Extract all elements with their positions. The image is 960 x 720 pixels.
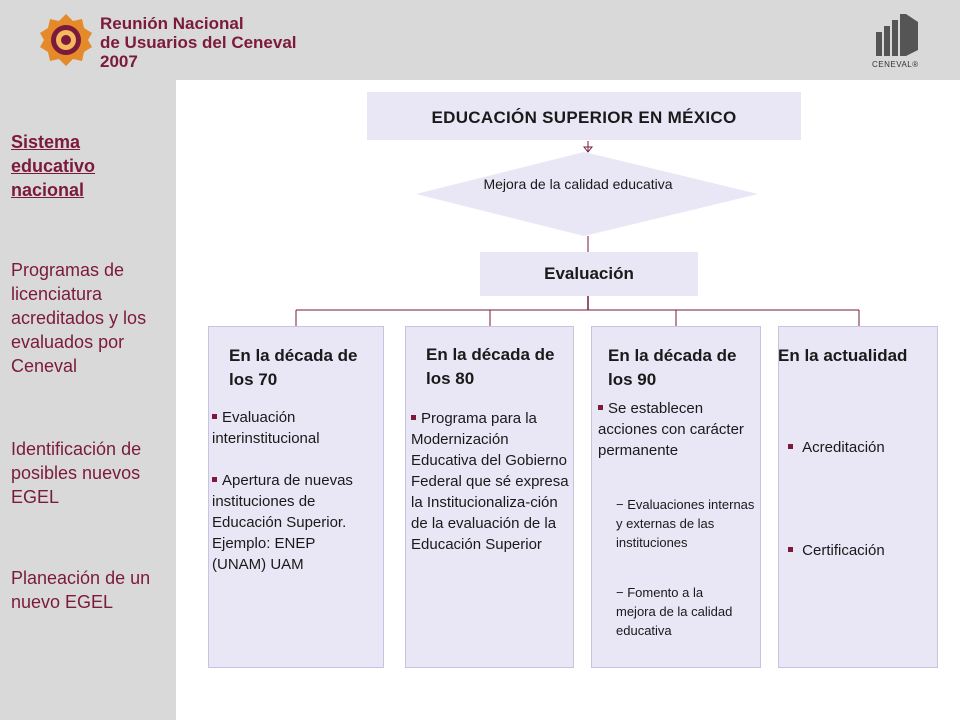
event-year: 2007	[100, 52, 138, 71]
evaluation-box: Evaluación	[480, 252, 698, 296]
column-90-subitem-2-text: Fomento a la mejora de la calidad educativa	[616, 585, 733, 638]
sidebar-item-planeacion-egel[interactable]: Planeación de un nuevo EGEL	[11, 568, 151, 612]
column-actualidad-title: En la actualidad	[778, 346, 908, 365]
column-90-title: En la década de los 90	[608, 346, 737, 389]
bullet-icon	[788, 444, 793, 449]
quality-diamond	[416, 152, 758, 236]
bullet-icon	[598, 405, 603, 410]
column-70-item-2-text: Apertura de nuevas instituciones de Educación Superior. Ejemplo: ENEP (UNAM) UAM	[212, 472, 353, 573]
event-title-line1: Reunión Nacional	[100, 14, 244, 33]
event-title-line2: de Usuarios del Ceneval	[100, 33, 297, 52]
sidebar-item-sistema-educativo[interactable]: Sistema educativo nacional	[11, 132, 96, 200]
column-70-item-2	[212, 470, 372, 575]
column-90-item-1	[598, 398, 748, 461]
column-70-item-1-text: Evaluación interinstitucional	[212, 409, 320, 447]
dash-icon: −	[616, 497, 628, 512]
column-actualidad-item-1-text: Acreditación	[802, 439, 885, 456]
bullet-icon	[411, 415, 416, 420]
column-90-item-1-text: Se establecen acciones con carácter permanente	[598, 400, 744, 459]
column-80-item-1	[411, 408, 571, 555]
column-90-subitem-1	[616, 495, 760, 552]
education-title-box: EDUCACIÓN SUPERIOR EN MÉXICO	[367, 92, 801, 140]
column-90-subitem-1-text: Evaluaciones internas y externas de las instituciones	[616, 497, 755, 550]
bullet-icon	[212, 477, 217, 482]
dash-icon: −	[616, 585, 628, 600]
bullet-icon	[212, 414, 217, 419]
column-70-title: En la década de los 70	[229, 346, 358, 389]
ceneval-brand: CENEVAL®	[872, 60, 919, 69]
column-actualidad-item-2	[788, 540, 928, 561]
bullet-icon	[788, 547, 793, 552]
column-80-title: En la década de los 80	[426, 345, 555, 388]
sidebar-item-programas-licenciatura[interactable]: Programas de licenciatura acreditados y los evaluados por Ceneval	[11, 260, 147, 376]
column-actualidad-item-1	[788, 437, 928, 458]
sidebar-item-identificacion-egel[interactable]: Identificación de posibles nuevos EGEL	[11, 439, 142, 507]
column-80-item-1-text: Programa para la Modernización Educativa del Gobierno Federal que sé expresa la Institucionaliza-ción de la evaluación de la Educación Superior	[411, 410, 569, 553]
column-actualidad-item-2-text: Certificación	[802, 542, 885, 559]
column-70-item-1	[212, 407, 378, 449]
quality-diamond-label: Mejora de la calidad educativa	[483, 176, 673, 192]
column-90-subitem-2	[616, 583, 746, 640]
column-actualidad	[778, 326, 938, 668]
